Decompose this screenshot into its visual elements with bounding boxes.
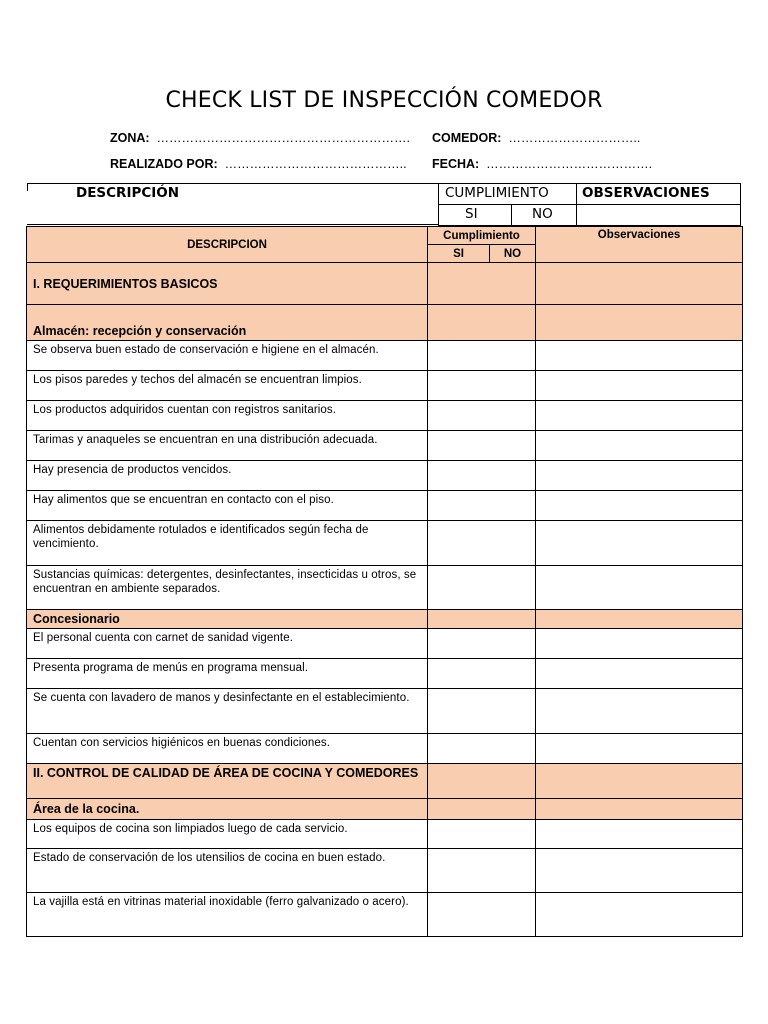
si-checkbox-cell[interactable] xyxy=(428,659,536,689)
table-row xyxy=(27,371,743,401)
observaciones-cell[interactable] xyxy=(536,521,743,566)
item-label: Los productos adquiridos cuentan con registros sanitarios. xyxy=(27,401,428,431)
observaciones-cell xyxy=(536,305,743,341)
zona-line xyxy=(110,131,410,145)
si-checkbox-cell[interactable] xyxy=(428,461,536,491)
table-row xyxy=(27,820,743,849)
item-label: Estado de conservación de los utensilios de cocina en buen estado. xyxy=(27,849,428,893)
table-row xyxy=(27,491,743,521)
si-checkbox-cell[interactable] xyxy=(428,820,536,849)
observaciones-cell[interactable] xyxy=(536,629,743,659)
item-label: Hay alimentos que se encuentran en contacto con el piso. xyxy=(27,491,428,521)
si-checkbox-cell[interactable] xyxy=(428,566,536,610)
legacy-observaciones: OBSERVACIONES xyxy=(582,185,710,201)
table-row xyxy=(27,521,743,566)
zona-label: ZONA: xyxy=(110,131,150,145)
si-checkbox-cell[interactable] xyxy=(428,431,536,461)
si-checkbox-cell[interactable] xyxy=(428,341,536,371)
section-row xyxy=(27,305,743,341)
item-label: Presenta programa de menús en programa mensual. xyxy=(27,659,428,689)
observaciones-cell[interactable] xyxy=(536,659,743,689)
observaciones-cell[interactable] xyxy=(536,893,743,937)
header-cumplimiento: Cumplimiento xyxy=(428,227,536,245)
table-row xyxy=(27,689,743,734)
table-row xyxy=(27,893,743,937)
table-row xyxy=(27,659,743,689)
header-descripcion: DESCRIPCION xyxy=(27,227,428,263)
header-si: SI xyxy=(428,245,490,263)
table-row xyxy=(27,734,743,764)
comedor-line xyxy=(432,131,640,145)
observaciones-cell[interactable] xyxy=(536,566,743,610)
section-cumplimiento-cell xyxy=(428,799,536,820)
table-row xyxy=(27,461,743,491)
observaciones-cell[interactable] xyxy=(536,820,743,849)
item-label: Se cuenta con lavadero de manos y desinfectante en el establecimiento. xyxy=(27,689,428,734)
checklist-table xyxy=(26,226,743,937)
si-checkbox-cell[interactable] xyxy=(428,629,536,659)
observaciones-cell[interactable] xyxy=(536,849,743,893)
si-checkbox-cell[interactable] xyxy=(428,689,536,734)
section-label: Concesionario xyxy=(27,610,428,629)
section-label: Almacén: recepción y conservación xyxy=(27,305,428,341)
legacy-tick xyxy=(27,183,28,191)
item-label: El personal cuenta con carnet de sanidad vigente. xyxy=(27,629,428,659)
item-label: La vajilla está en vitrinas material inoxidable (ferro galvanizado o acero). xyxy=(27,893,428,937)
si-checkbox-cell[interactable] xyxy=(428,893,536,937)
page-title: CHECK LIST DE INSPECCIÓN COMEDOR xyxy=(165,88,603,113)
item-label: Se observa buen estado de conservación e higiene en el almacén. xyxy=(27,341,428,371)
si-checkbox-cell[interactable] xyxy=(428,491,536,521)
observaciones-cell[interactable] xyxy=(536,341,743,371)
observaciones-cell[interactable] xyxy=(536,431,743,461)
table-row xyxy=(27,431,743,461)
observaciones-cell xyxy=(536,799,743,820)
item-label: Sustancias químicas: detergentes, desinfectantes, insecticidas u otros, se encuentran en ambiente separados. xyxy=(27,566,428,610)
si-checkbox-cell[interactable] xyxy=(428,734,536,764)
legacy-si: SI xyxy=(465,206,478,222)
fecha-label: FECHA: xyxy=(432,157,480,171)
section-row xyxy=(27,764,743,799)
legacy-descripcion: DESCRIPCIÓN xyxy=(76,185,180,201)
observaciones-cell[interactable] xyxy=(536,491,743,521)
header-observaciones: Observaciones xyxy=(536,227,743,263)
header-no: NO xyxy=(490,245,536,263)
si-checkbox-cell[interactable] xyxy=(428,849,536,893)
table-row xyxy=(27,401,743,431)
realizado-field[interactable]: …………………………………….. xyxy=(224,157,407,171)
section-row xyxy=(27,610,743,629)
item-label: Los pisos paredes y techos del almacén se encuentran limpios. xyxy=(27,371,428,401)
observaciones-cell xyxy=(536,263,743,305)
section-label: Área de la cocina. xyxy=(27,799,428,820)
item-label: Alimentos debidamente rotulados e identificados según fecha de vencimiento. xyxy=(27,521,428,566)
observaciones-cell[interactable] xyxy=(536,461,743,491)
si-checkbox-cell[interactable] xyxy=(428,521,536,566)
fecha-line xyxy=(432,157,652,171)
section-cumplimiento-cell xyxy=(428,610,536,629)
si-checkbox-cell[interactable] xyxy=(428,371,536,401)
fecha-field[interactable]: …………………………………. xyxy=(486,157,653,171)
realizado-line xyxy=(110,157,407,171)
section-row xyxy=(27,799,743,820)
observaciones-cell xyxy=(536,610,743,629)
section-cumplimiento-cell xyxy=(428,305,536,341)
section-cumplimiento-cell xyxy=(428,764,536,799)
item-label: Hay presencia de productos vencidos. xyxy=(27,461,428,491)
section-cumplimiento-cell xyxy=(428,263,536,305)
observaciones-cell[interactable] xyxy=(536,371,743,401)
legacy-no: NO xyxy=(532,206,553,222)
legacy-obs-blank xyxy=(576,204,741,226)
comedor-field[interactable]: ………………………….. xyxy=(508,131,641,145)
item-label: Tarimas y anaqueles se encuentran en una distribución adecuada. xyxy=(27,431,428,461)
table-row xyxy=(27,566,743,610)
observaciones-cell[interactable] xyxy=(536,734,743,764)
section-label: II. CONTROL DE CALIDAD DE ÁREA DE COCINA Y COMEDORES xyxy=(27,764,428,799)
realizado-label: REALIZADO POR: xyxy=(110,157,218,171)
comedor-label: COMEDOR: xyxy=(432,131,502,145)
item-label: Los equipos de cocina son limpiados luego de cada servicio. xyxy=(27,820,428,849)
table-row xyxy=(27,341,743,371)
section-row xyxy=(27,263,743,305)
legacy-cumplimiento: CUMPLIMIENTO xyxy=(445,185,549,201)
item-label: Cuentan con servicios higiénicos en buenas condiciones. xyxy=(27,734,428,764)
table-header-row xyxy=(27,227,743,245)
zona-field[interactable]: ……………………………………………………. xyxy=(156,131,411,145)
si-checkbox-cell[interactable] xyxy=(428,401,536,431)
table-row xyxy=(27,629,743,659)
section-label: I. REQUERIMIENTOS BASICOS xyxy=(27,263,428,305)
observaciones-cell xyxy=(536,764,743,799)
observaciones-cell[interactable] xyxy=(536,689,743,734)
observaciones-cell[interactable] xyxy=(536,401,743,431)
table-row xyxy=(27,849,743,893)
